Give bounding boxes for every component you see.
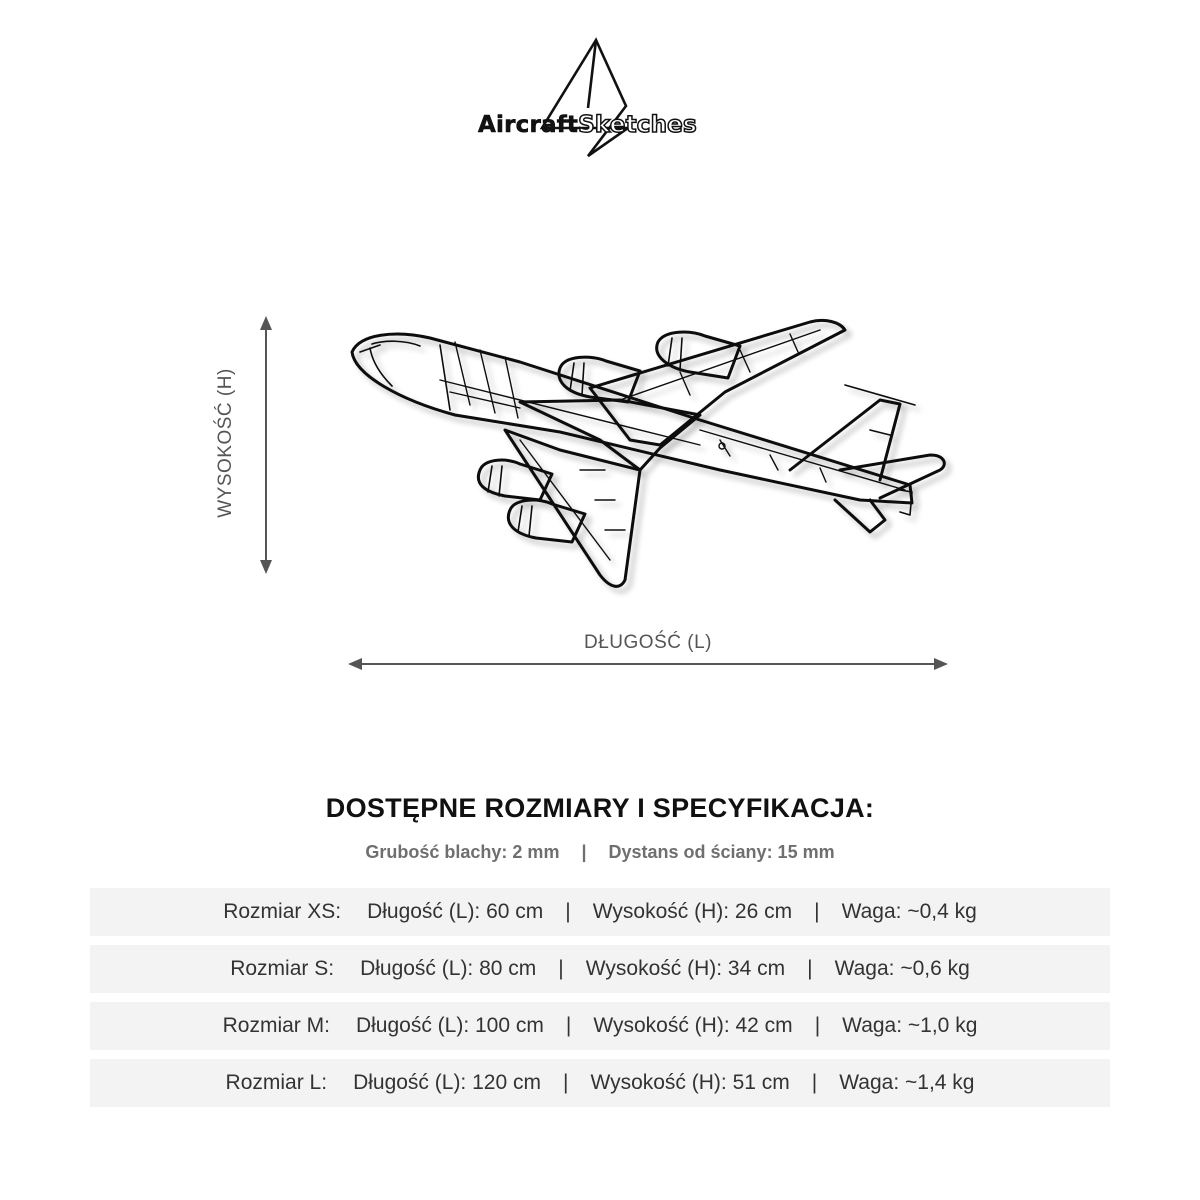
row-separator: | — [814, 1014, 821, 1037]
size-row-l — [90, 1059, 1110, 1107]
size-name: Rozmiar L: — [225, 1071, 328, 1094]
spec-separator: | — [581, 842, 587, 862]
height-arrow-icon — [260, 316, 272, 574]
size-length: Długość (L): 120 cm — [353, 1071, 541, 1094]
row-separator: | — [562, 1071, 569, 1094]
row-separator: | — [814, 900, 820, 923]
size-height: Wysokość (H): 26 cm — [592, 900, 793, 923]
size-length: Długość (L): 80 cm — [360, 957, 537, 980]
row-separator: | — [811, 1071, 818, 1094]
brand-name-dark: Aircraft — [478, 112, 579, 138]
spec-title: DOSTĘPNE ROZMIARY I SPECYFIKACJA: — [325, 793, 875, 823]
size-row-m — [90, 1002, 1110, 1050]
size-height: Wysokość (H): 42 cm — [593, 1014, 793, 1037]
size-row-s — [90, 945, 1110, 993]
height-dimension-label: WYSOKOŚĆ (H) — [215, 368, 236, 518]
aircraft-silhouette-icon — [352, 320, 944, 586]
size-weight: Waga: ~1,0 kg — [842, 1014, 978, 1037]
length-arrow-icon — [348, 658, 948, 670]
wall-distance: Dystans od ściany: 15 mm — [608, 842, 835, 862]
sheet-thickness: Grubość blachy: 2 mm — [365, 842, 560, 862]
row-separator: | — [558, 957, 564, 980]
size-length: Długość (L): 60 cm — [367, 900, 544, 923]
size-height: Wysokość (H): 34 cm — [585, 957, 786, 980]
spec-subtitle — [0, 842, 1200, 863]
length-dimension-label: DŁUGOŚĆ (L) — [584, 632, 712, 653]
brand-name-light: Sketches — [578, 112, 697, 138]
row-separator: | — [807, 957, 813, 980]
row-separator: | — [565, 900, 571, 923]
size-table — [90, 888, 1110, 1116]
size-weight: Waga: ~0,4 kg — [841, 900, 977, 923]
size-height: Wysokość (H): 51 cm — [590, 1071, 790, 1094]
size-name: Rozmiar XS: — [223, 900, 342, 923]
size-row-xs — [90, 888, 1110, 936]
size-weight: Waga: ~1,4 kg — [839, 1071, 975, 1094]
size-weight: Waga: ~0,6 kg — [834, 957, 970, 980]
row-separator: | — [565, 1014, 572, 1037]
size-length: Długość (L): 100 cm — [355, 1014, 544, 1037]
size-name: Rozmiar S: — [230, 957, 335, 980]
size-name: Rozmiar M: — [222, 1014, 330, 1037]
